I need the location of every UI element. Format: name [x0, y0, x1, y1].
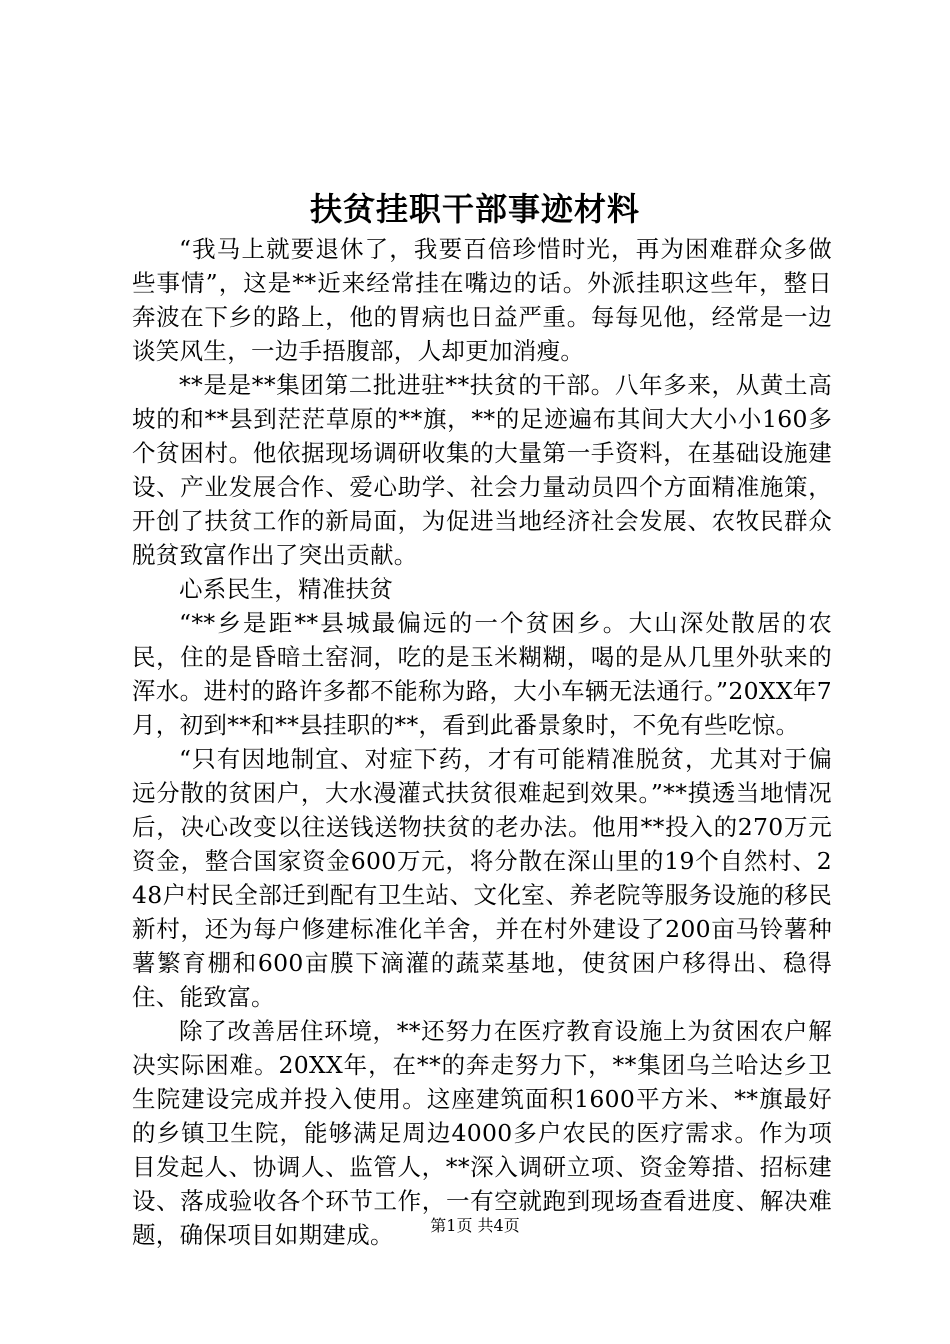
- section-heading: 心系民生，精准扶贫: [179, 575, 394, 603]
- paragraph-2: **是是**集团第二批进驻**扶贫的干部。八年多来，从黄土高坡的和**县到茫茫草原的**旗，**的足迹遍布其间大大小小160多个贫困村。他依据现场调研收集的大量第一手资料，在基础设施建设、产业发展合作、爱心助学、社会力量动员四个方面精准施策，开创了扶贫工作的新局面，为促进当地经济社会发展、农牧民群众脱贫致富作出了突出贡献。: [132, 371, 832, 569]
- paragraph-1: “我马上就要退休了，我要百倍珍惜时光，再为困难群众多做些事情”，这是**近来经常挂在嘴边的话。外派挂职这些年，整日奔波在下乡的路上，他的胃病也日益严重。每每见他，经常是一边谈笑风生，一边手捂腹部，人却更加消瘦。: [132, 235, 832, 365]
- document-title: 扶贫挂职干部事迹材料: [309, 190, 640, 228]
- document-body: [132, 232, 832, 1252]
- page-number-footer: 第1页 共4页: [430, 1216, 520, 1235]
- paragraph-3: “**乡是距**县城最偏远的一个贫困乡。大山深处散居的农民，住的是昏暗土窑洞，吃的是玉米糊糊，喝的是从几里外驮来的浑水。进村的路许多都不能称为路，大小车辆无法通行。”20XX年7月，初到**和**县挂职的**，看到此番景象时，不免有些吃惊。: [132, 609, 832, 739]
- paragraph-4: “只有因地制宜、对症下药，才有可能精准脱贫，尤其对于偏远分散的贫困户，大水漫灌式扶贫很难起到效果。”**摸透当地情况后，决心改变以往送钱送物扶贫的老办法。他用**投入的270万元资金，整合国家资金600万元，将分散在深山里的19个自然村、248户村民全部迁到配有卫生站、文化室、养老院等服务设施的移民新村，还为每户修建标准化羊舍，并在村外建设了200亩马铃薯种薯繁育棚和600亩膜下滴灌的蔬菜基地，使贫困户移得出、稳得住、能致富。: [132, 745, 832, 1011]
- paragraph-5: 除了改善居住环境，**还努力在医疗教育设施上为贫困农户解决实际困难。20XX年，在**的奔走努力下，**集团乌兰哈达乡卫生院建设完成并投入使用。这座建筑面积1600平方米、**旗最好的乡镇卫生院，能够满足周边4000多户农民的医疗需求。作为项目发起人、协调人、监管人，**深入调研立项、资金筹措、招标建设、落成验收各个环节工作，一有空就跑到现场查看进度、解决难题，确保项目如期建成。: [132, 1017, 832, 1249]
